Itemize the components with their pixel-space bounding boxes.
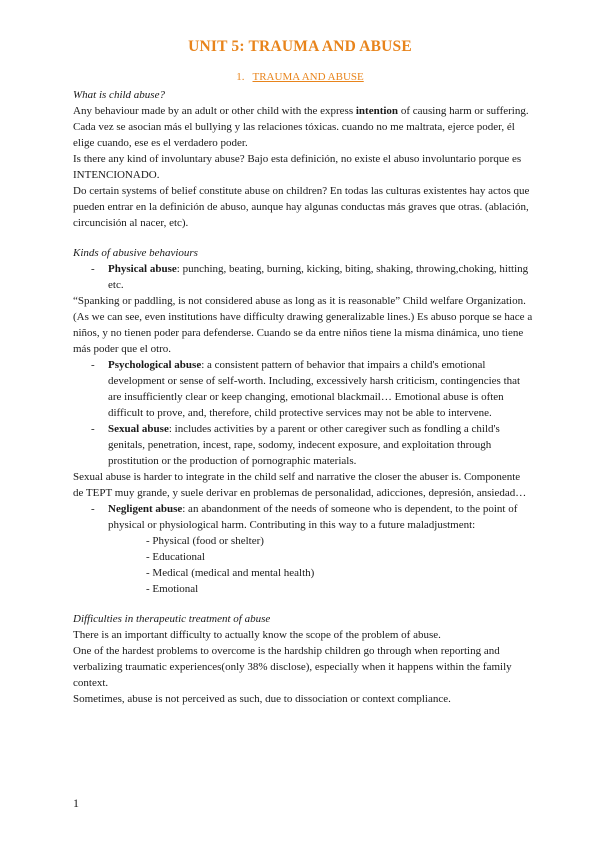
bullet-physical-abuse: [73, 261, 533, 293]
bold-term: intention: [355, 105, 399, 117]
paragraph-dissociation: Sometimes, abuse is not perceived as such, due to dissociation or context compliance.: [73, 693, 451, 705]
bullet-marker: -: [91, 423, 95, 435]
bullet-sexual-abuse: [73, 421, 533, 469]
bullet-negligent-abuse: [73, 501, 533, 533]
neglect-item: - Medical (medical and mental health): [146, 567, 315, 579]
section-heading: [0, 71, 600, 83]
paragraph-definition: [73, 103, 533, 151]
page-title: UNIT 5: TRAUMA AND ABUSE: [188, 38, 412, 55]
page-number: 1: [73, 796, 79, 810]
heading-what-is-child-abuse: What is child abuse?: [73, 89, 165, 101]
paragraph-reporting: One of the hardest problems to overcome is the hardship children go through when reporting and verbalizing traumatic experiences(only 38% disclose), especially when it happens within the family context.: [73, 645, 512, 689]
text-span: of causing harm or suffering. Cada vez se asocian más el bullying y las relaciones tóxicas. cuando no me maltrata, ejerce poder, él elige cuando, ese es el verdadero poder.: [73, 105, 529, 149]
paragraph-scope: There is an important difficulty to actually know the scope of the problem of abuse.: [73, 629, 441, 641]
bullet-psychological-abuse: [73, 357, 533, 421]
section-label: TRAUMA AND ABUSE: [252, 71, 364, 83]
heading-kinds-of-abuse: Kinds of abusive behaviours: [73, 247, 198, 259]
neglect-item: - Physical (food or shelter): [146, 535, 264, 547]
neglect-item: - Emotional: [146, 583, 199, 595]
bullet-text: : an abandonment of the needs of someone who is dependent, to the point of physical or physiological harm. Contributing in this way to a future maladjustment:: [108, 503, 518, 531]
bullet-text: : includes activities by a parent or other caregiver such as fondling a child's genitals, penetration, incest, rape, sodomy, indecent exposure, and exploitation through prostitution or the production of pornographic materials.: [108, 423, 500, 467]
bullet-label: Physical abuse: [108, 263, 177, 275]
bullet-label: Sexual abuse: [108, 423, 169, 435]
text-span: Any behaviour made by an adult or other child with the express: [73, 105, 356, 117]
paragraph-belief-systems: Do certain systems of belief constitute abuse on children? En todas las culturas existentes hay actos que pueden entrar en la definición de abuso, aunque hay algunas conductas más graves que otras. (ablación, circuncisión al nacer, etc).: [73, 185, 530, 229]
paragraph-spanking: “Spanking or paddling, is not considered abuse as long as it is reasonable” Child welfare Organization. (As we can see, even institutions have difficulty drawing generalizable lines.) Es abuso porque se hace a niños, y no tienen poder para defenderse. Cuando se da entre niños tiene la misma dinámica, uno tiene más poder que el otro.: [73, 295, 533, 355]
paragraph-sexual-abuse-note: Sexual abuse is harder to integrate in the child self and narrative the closer the abuser is. Componente de TEPT muy grande, y suele derivar en problemas de personalidad, adicciones, depresión, ansiedad…: [73, 471, 527, 499]
document-body: [73, 87, 533, 707]
bullet-marker: -: [91, 503, 95, 515]
neglect-item: - Educational: [146, 551, 205, 563]
heading-therapeutic-difficulties: Difficulties in therapeutic treatment of abuse: [73, 613, 271, 625]
bullet-marker: -: [91, 359, 95, 371]
section-number: 1.: [236, 71, 245, 83]
bullet-marker: -: [91, 263, 95, 275]
bullet-label: Psychological abuse: [108, 359, 202, 371]
bullet-text: : punching, beating, burning, kicking, biting, shaking, throwing,choking, hitting etc.: [108, 263, 529, 291]
bullet-text: : a consistent pattern of behavior that impairs a child's emotional development or sense of self-worth. Including, excessively harsh criticism, contingencies that are insufficiently clear or keep changing, emotional blackmail… Emotional abuse is often difficult to prove, and, therefore, child protective services may not be able to intervene.: [108, 359, 521, 419]
bullet-label: Negligent abuse: [108, 503, 183, 515]
paragraph-involuntary: Is there any kind of involuntary abuse? Bajo esta definición, no existe el abuso involuntario porque es INTENCIONADO.: [73, 153, 522, 181]
